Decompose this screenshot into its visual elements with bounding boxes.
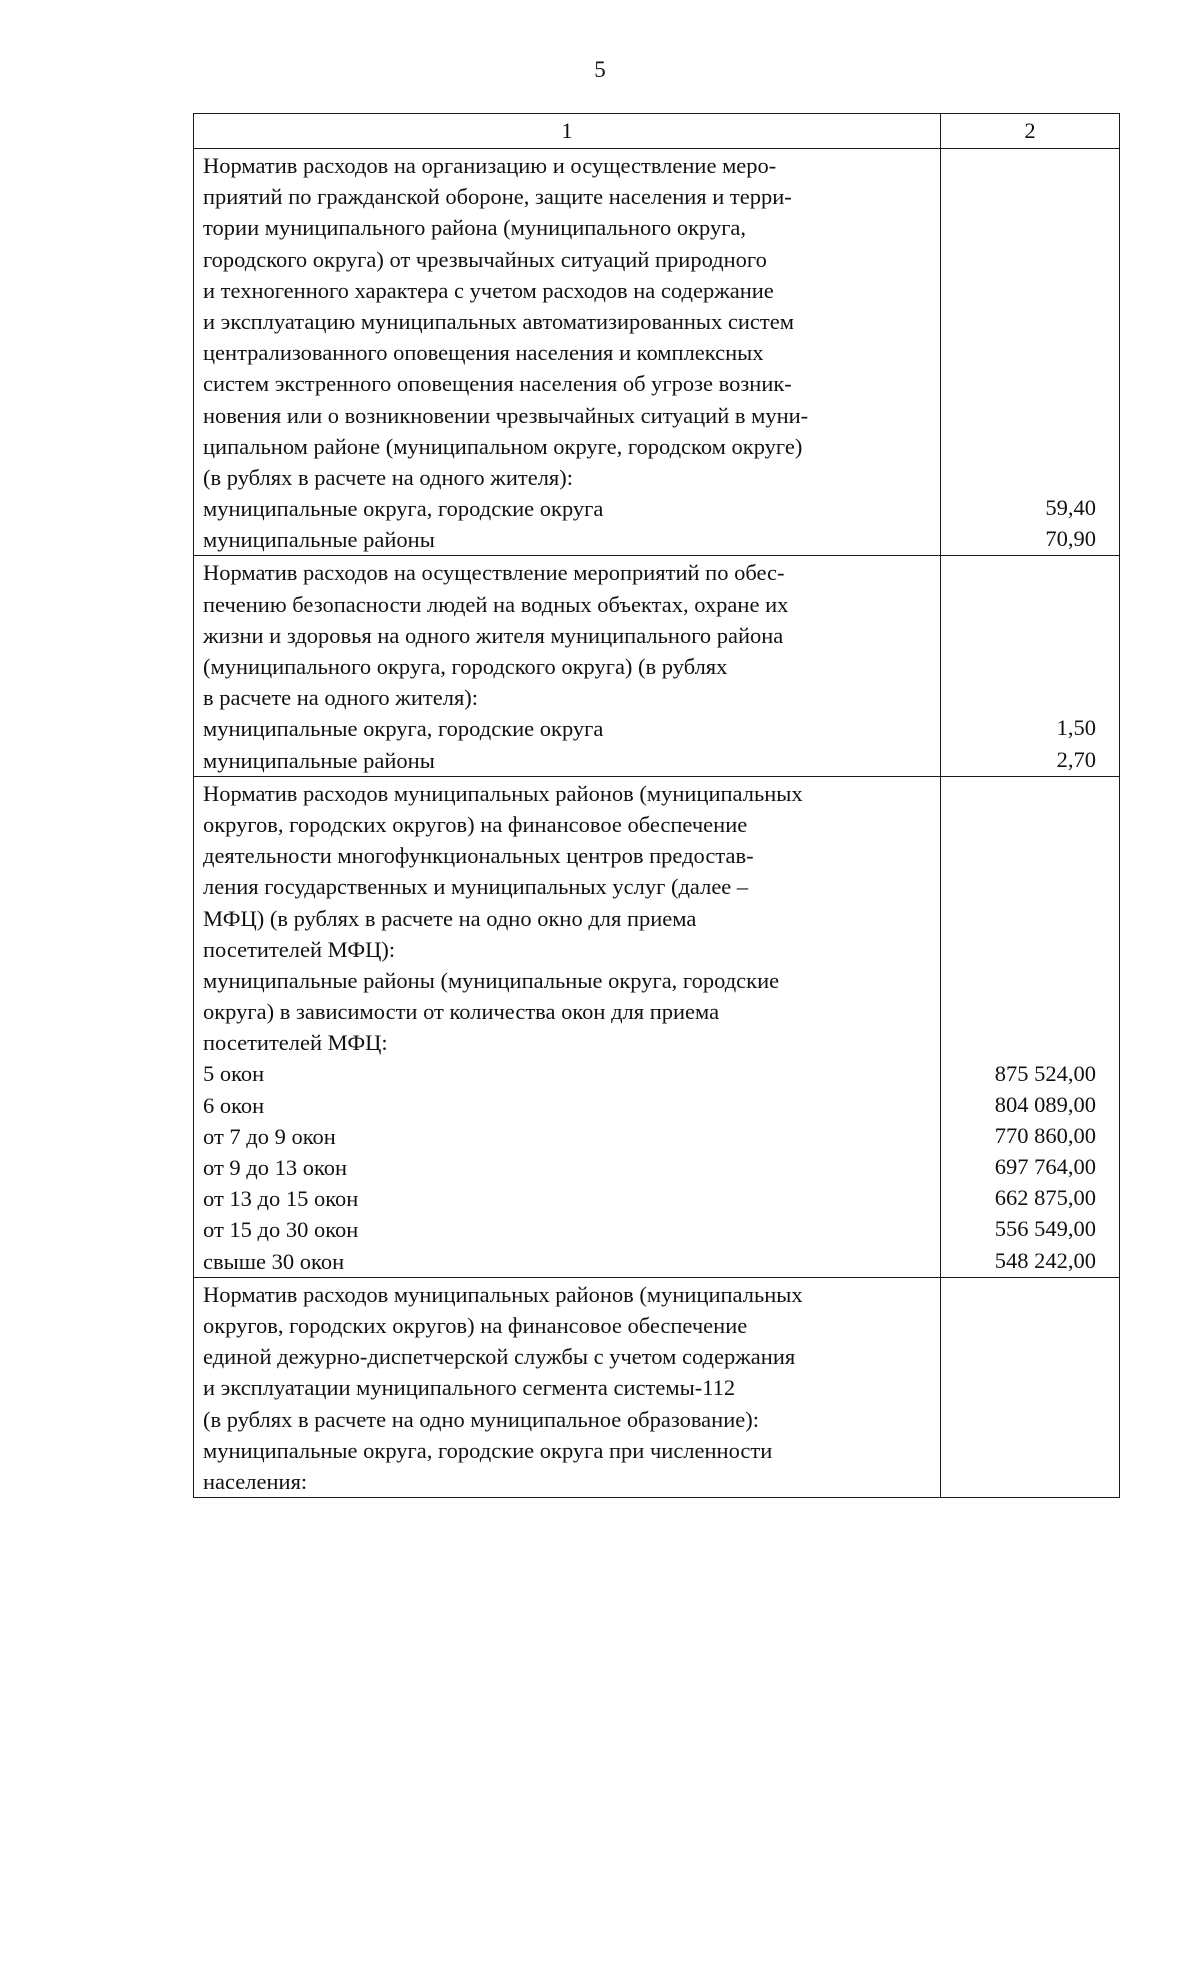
description-line: единой дежурно-диспетчерской службы с учетом содержания — [203, 1344, 796, 1370]
item-value: 548 242,00 — [994, 1247, 1096, 1273]
norm-description-cell — [194, 776, 941, 1277]
description-line: посетителей МФЦ): — [203, 936, 396, 962]
page-number: 5 — [594, 57, 606, 82]
value-spacer — [941, 777, 1096, 1058]
description-line: ления государственных и муниципальных услуг (далее – — [203, 874, 749, 900]
description-line: централизованного оповещения населения и комплексных — [203, 340, 764, 366]
description-line: систем экстренного оповещения населения об угрозе возник- — [203, 371, 792, 397]
description-line: Норматив расходов муниципальных районов (муниципальных — [203, 780, 803, 806]
description-line: муниципальные районы (муниципальные округа, городские — [203, 967, 780, 993]
column-header-2: 2 — [941, 114, 1120, 149]
description-line: деятельности многофункциональных центров предостав- — [203, 843, 754, 869]
item-value: 1,50 — [1056, 715, 1096, 741]
description-line: печению безопасности людей на водных объектах, охране их — [203, 591, 789, 617]
description-line: новения или о возникновении чрезвычайных ситуаций в муни- — [203, 402, 809, 428]
description-line: Норматив расходов на осуществление мероприятий по обес- — [203, 560, 785, 586]
column-header-1: 1 — [194, 114, 941, 149]
table-row — [194, 776, 1120, 1277]
value-spacer — [941, 149, 1096, 492]
description-line: приятий по гражданской обороне, защите населения и терри- — [203, 184, 792, 210]
description-line: и эксплуатации муниципального сегмента системы-112 — [203, 1375, 736, 1401]
item-label: от 7 до 9 окон — [203, 1123, 336, 1149]
description-line: городского округа) от чрезвычайных ситуаций природного — [203, 246, 767, 272]
description-line: ципальном районе (муниципальном округе, городском округе) — [203, 433, 803, 459]
item-value: 804 089,00 — [994, 1091, 1096, 1117]
item-value: 875 524,00 — [994, 1060, 1096, 1086]
value-spacer — [941, 556, 1096, 712]
description-line: (в рублях в расчете на одного жителя): — [203, 464, 574, 490]
table-row — [194, 149, 1120, 556]
norms-table — [193, 113, 1120, 1498]
item-label: муниципальные районы — [203, 747, 435, 773]
item-value: 2,70 — [1056, 746, 1096, 772]
table-row — [194, 556, 1120, 776]
description-line: Норматив расходов на организацию и осуществление меро- — [203, 153, 777, 178]
item-value: 770 860,00 — [994, 1122, 1096, 1148]
norm-description-cell — [194, 556, 941, 776]
norm-value-cell — [941, 556, 1120, 776]
item-value: 662 875,00 — [994, 1185, 1096, 1211]
item-value: 556 549,00 — [994, 1216, 1096, 1242]
item-value: 697 764,00 — [994, 1154, 1096, 1180]
norm-description-cell — [194, 1277, 941, 1497]
item-label: муниципальные округа, городские округа — [203, 496, 604, 522]
description-line: посетителей МФЦ: — [203, 1030, 388, 1056]
item-label: муниципальные округа, городские округа — [203, 716, 604, 742]
description-line: МФЦ) (в рублях в расчете на одно окно для приема — [203, 905, 697, 931]
item-label: муниципальные районы — [203, 527, 435, 553]
description-line: тории муниципального района (муниципального округа, — [203, 215, 747, 241]
item-label: от 15 до 30 окон — [203, 1217, 359, 1243]
description-line: округов, городских округов) на финансовое обеспечение — [203, 1312, 748, 1338]
item-label: свыше 30 окон — [203, 1248, 345, 1274]
item-label: от 13 до 15 окон — [203, 1186, 359, 1212]
table-header-row — [194, 114, 1120, 149]
description-line: и эксплуатацию муниципальных автоматизированных систем — [203, 308, 794, 334]
description-line: в расчете на одного жителя): — [203, 685, 479, 711]
description-line: и техногенного характера с учетом расходов на содержание — [203, 277, 774, 303]
description-line: жизни и здоровья на одного жителя муниципального района — [203, 622, 784, 648]
norm-value-cell — [941, 149, 1120, 556]
norm-description-cell — [194, 149, 941, 556]
item-value: 70,90 — [1045, 526, 1096, 552]
norm-value-cell — [941, 776, 1120, 1277]
table-row — [194, 1277, 1120, 1497]
description-line: (муниципального округа, городского округа) (в рублях — [203, 654, 728, 679]
description-line: Норматив расходов муниципальных районов (муниципальных — [203, 1281, 803, 1307]
description-line: населения: — [203, 1468, 308, 1494]
item-label: 5 окон — [203, 1061, 265, 1087]
description-line: округа) в зависимости от количества окон для приема — [203, 999, 720, 1025]
item-label: от 9 до 13 окон — [203, 1155, 348, 1180]
item-value: 59,40 — [1045, 495, 1096, 521]
description-line: (в рублях в расчете на одно муниципальное образование): — [203, 1406, 759, 1432]
item-label: 6 окон — [203, 1092, 265, 1118]
norm-value-cell — [941, 1277, 1120, 1497]
description-line: округов, городских округов) на финансовое обеспечение — [203, 811, 748, 837]
description-line: муниципальные округа, городские округа при численности — [203, 1437, 773, 1463]
